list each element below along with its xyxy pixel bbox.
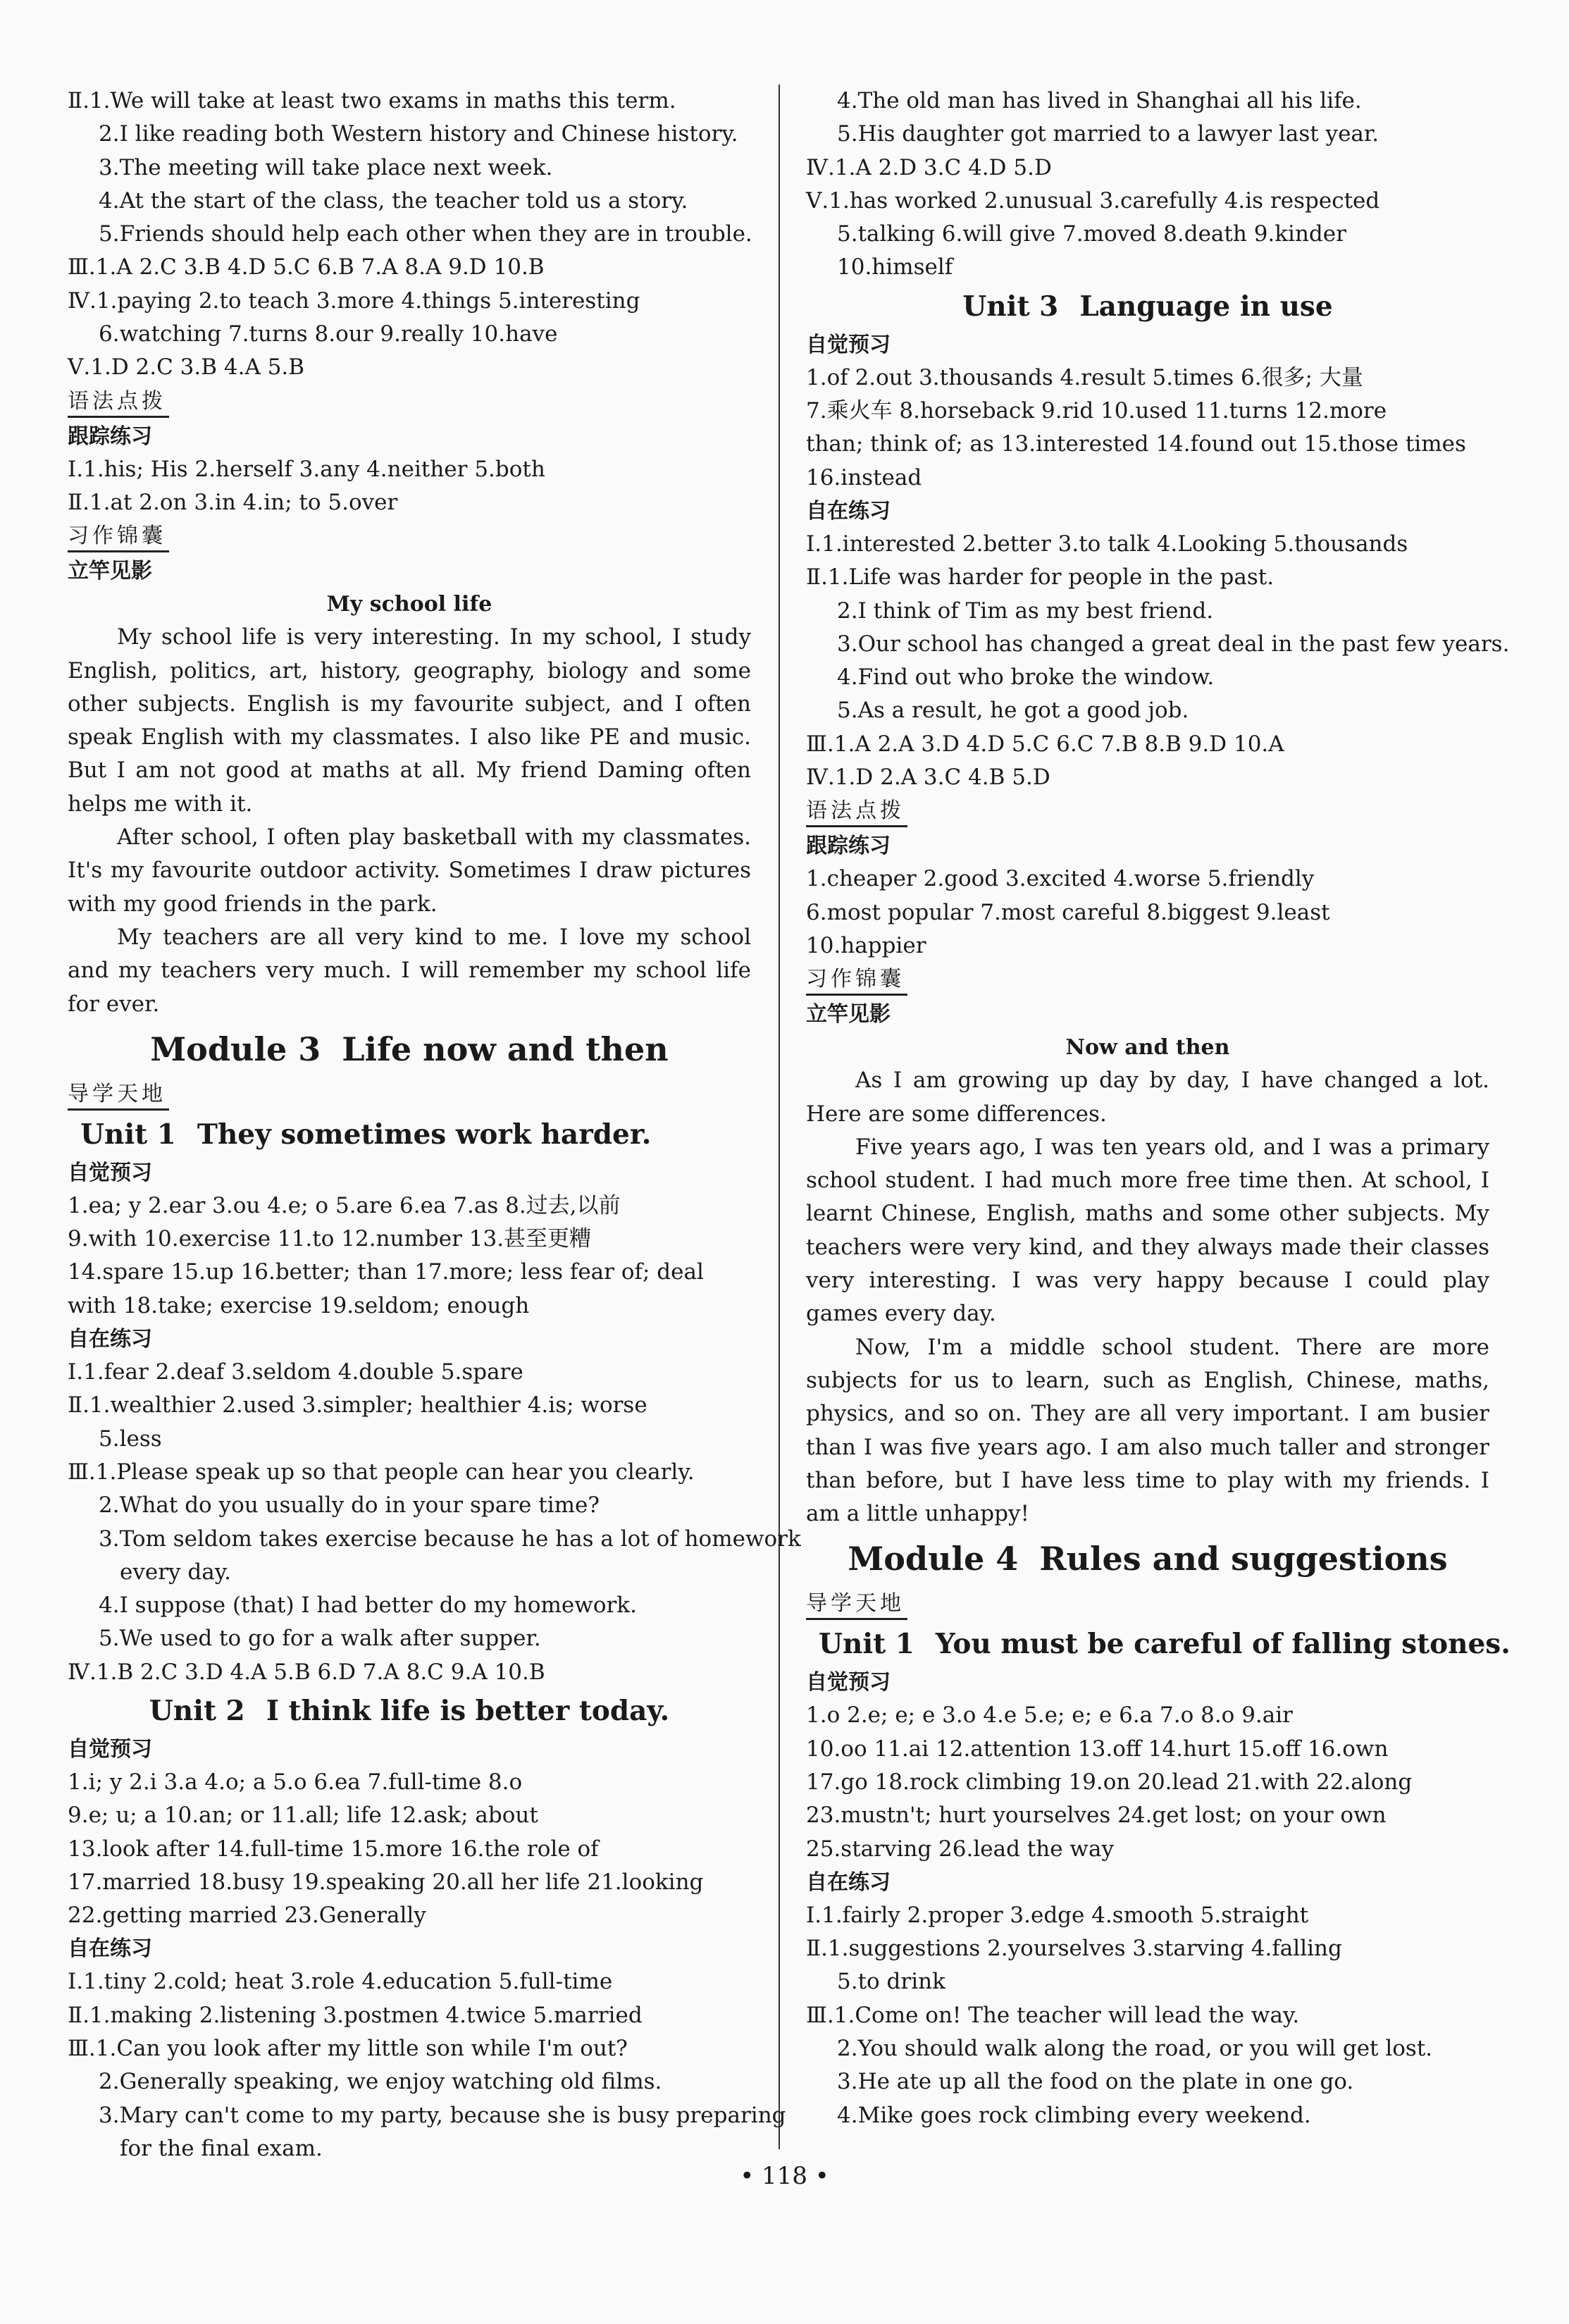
answer-line: Ⅳ.1.A 2.D 3.C 4.D 5.D: [806, 154, 1052, 180]
answer-line: 1.i; y 2.i 3.a 4.o; a 5.o 6.ea 7.full-time 8.o: [68, 1769, 523, 1795]
preview-label: 自觉预习: [68, 1160, 152, 1185]
preview-label: 自觉预习: [68, 1736, 152, 1762]
answer-line: 17.married 18.busy 19.speaking 20.all her life 21.looking: [68, 1869, 704, 1895]
answer-line: 1.cheaper 2.good 3.excited 4.worse 5.friendly: [806, 866, 1315, 892]
answer-line: Ⅲ.1.Can you look after my little son while I'm out?: [68, 2036, 628, 2062]
answer-line: 9.with 10.exercise 11.to 12.number 13.甚至更糟: [68, 1226, 592, 1252]
answer-line: 3.He ate up all the food on the plate in one go.: [837, 2069, 1354, 2095]
answer-line: Ⅱ.1.suggestions 2.yourselves 3.starving 4.falling: [806, 1936, 1342, 1962]
answer-line: 9.e; u; a 10.an; or 11.all; life 12.ask; about: [68, 1803, 538, 1829]
essay-title: My school life: [326, 592, 492, 617]
left-column: [68, 85, 801, 2165]
answer-line: 17.go 18.rock climbing 19.on 20.lead 21.with 22.along: [806, 1769, 1413, 1795]
answer-line: 5.to drink: [837, 1969, 945, 1995]
answer-line: 13.look after 14.full-time 15.more 16.the role of: [68, 1836, 599, 1862]
answer-line: 4.I suppose (that) I had better do my homework.: [99, 1593, 637, 1619]
answer-line: 1.ea; y 2.ear 3.ou 4.e; o 5.are 6.ea 7.as 8.过去,以前: [68, 1192, 621, 1218]
answer-line: 5.His daughter got married to a lawyer last year.: [837, 121, 1379, 147]
answer-line: 5.As a result, he got a good job.: [837, 698, 1189, 724]
module-3-heading: Module 3 Life now and then: [150, 1030, 669, 1068]
preview-label: 自觉预习: [806, 332, 891, 357]
answer-line: Ⅰ.1.interested 2.better 3.to talk 4.Looking 5.thousands: [806, 531, 1408, 557]
essay-paragraph: My teachers are all very kind to me. I love my school and my teachers very much. I will remember my school life for ever.: [68, 924, 751, 1017]
column-divider: [779, 85, 780, 2149]
module-4-heading: Module 4 Rules and suggestions: [848, 1540, 1448, 1578]
tracking-practice-label: 跟踪练习: [806, 834, 891, 859]
answer-line: Ⅰ.1.tiny 2.cold; heat 3.role 4.education 5.full-time: [68, 1969, 613, 1995]
answer-line: than; think of; as 13.interested 14.found out 15.those times: [806, 431, 1466, 457]
answer-line: 2.Generally speaking, we enjoy watching old films.: [99, 2069, 662, 2095]
writing-tag: 习作锦囊: [806, 965, 907, 996]
page-number: • 118 •: [740, 2162, 829, 2190]
answer-line: 7.乘火车 8.horseback 9.rid 10.used 11.turns 12.more: [806, 398, 1387, 424]
grammar-tag: 语法点拨: [806, 797, 907, 827]
answer-line: 10.oo 11.ai 12.attention 13.off 14.hurt 15.off 16.own: [806, 1736, 1389, 1762]
module-4-unit-1-heading: Unit 1 You must be careful of falling stones.: [819, 1628, 1511, 1661]
essay-paragraph: Five years ago, I was ten years old, and I was a primary school student. I had much more free time then. At school, I learnt Chinese, English, maths and some other subjects. My teachers were very kind, and they always made their classes very interesting. I was very happy because I could play games every day.: [806, 1134, 1489, 1327]
answer-line: 23.mustn't; hurt yourselves 24.get lost; on your own: [806, 1803, 1387, 1829]
essay-title: Now and then: [1065, 1035, 1230, 1061]
answer-line: 10.himself: [837, 254, 953, 280]
tracking-practice-label: 跟踪练习: [68, 424, 152, 449]
answer-line: Ⅰ.1.his; His 2.herself 3.any 4.neither 5.both: [68, 456, 545, 482]
answer-line: Ⅲ.1.Please speak up so that people can hear you clearly.: [68, 1459, 695, 1485]
answer-line: 4.Mike goes rock climbing every weekend.: [837, 2102, 1311, 2128]
answer-line: 4.At the start of the class, the teacher told us a story.: [99, 187, 688, 214]
answer-line: Ⅲ.1.Come on! The teacher will lead the way.: [806, 2002, 1300, 2028]
essay-paragraph: As I am growing up day by day, I have changed a lot. Here are some differences.: [806, 1068, 1489, 1127]
practice-label: 自在练习: [68, 1327, 152, 1352]
answer-line: Ⅰ.1.fear 2.deaf 3.seldom 4.double 5.spare: [68, 1359, 523, 1385]
answer-line: 16.instead: [806, 464, 922, 490]
instant-effect-label: 立竿见影: [68, 559, 152, 584]
answer-line: Ⅳ.1.D 2.A 3.C 4.B 5.D: [806, 765, 1050, 791]
writing-tag: 习作锦囊: [68, 522, 169, 552]
answer-line: Ⅴ.1.D 2.C 3.B 4.A 5.B: [68, 354, 305, 381]
answer-line: 25.starving 26.lead the way: [806, 1836, 1114, 1862]
answer-line: Ⅱ.1.We will take at least two exams in maths this term.: [68, 88, 676, 113]
answer-line: 22.getting married 23.Generally: [68, 1903, 426, 1929]
answer-line: 2.You should walk along the road, or you will get lost.: [837, 2036, 1433, 2062]
answer-line: 4.The old man has lived in Shanghai all his life.: [837, 88, 1362, 113]
instant-effect-label: 立竿见影: [806, 1002, 891, 1027]
unit-3-heading: Unit 3 Language in use: [962, 290, 1333, 323]
answer-line: Ⅱ.1.at 2.on 3.in 4.in; to 5.over: [68, 489, 398, 515]
answer-line: 14.spare 15.up 16.better; than 17.more; less fear of; deal: [68, 1259, 704, 1285]
practice-label: 自在练习: [68, 1936, 152, 1962]
answer-line: Ⅰ.1.fairly 2.proper 3.edge 4.smooth 5.straight: [806, 1902, 1309, 1928]
answer-line: Ⅳ.1.B 2.C 3.D 4.A 5.B 6.D 7.A 8.C 9.A 10.B: [68, 1659, 545, 1685]
practice-label: 自在练习: [806, 498, 891, 524]
answer-line: 5.We used to go for a walk after supper.: [99, 1626, 541, 1652]
answer-line: 2.I think of Tim as my best friend.: [837, 598, 1214, 624]
essay-paragraph: Now, I'm a middle school student. There are more subjects for us to learn, such as English, Chinese, maths, physics, and so on. They are all very important. I am busier than I was five years ago. I am also much taller and stronger than before, but I have less time to play with my friends. I am a little unhappy!: [806, 1334, 1489, 1527]
answer-line: 5.Friends should help each other when they are in trouble.: [99, 221, 752, 247]
essay-paragraph: My school life is very interesting. In my school, I study English, politics, art, history, geography, biology and some other subjects. English is my favourite subject, and I often speak English with my classmates. I also like PE and music. But I am not good at maths at all. My friend Daming often helps me with it.: [68, 624, 751, 817]
answer-line: 5.talking 6.will give 7.moved 8.death 9.kinder: [837, 221, 1346, 247]
answer-line: 2.I like reading both Western history and Chinese history.: [99, 121, 738, 147]
answer-line: 1.of 2.out 3.thousands 4.result 5.times 6.很多; 大量: [806, 364, 1363, 390]
answer-line: 4.Find out who broke the window.: [837, 665, 1215, 691]
answer-line: every day.: [120, 1559, 231, 1585]
answer-line: 6.watching 7.turns 8.our 9.really 10.have: [99, 321, 558, 347]
essay-paragraph: After school, I often play basketball with my classmates. It's my favourite outdoor activity. Sometimes I draw pictures with my good friends in the park.: [68, 824, 751, 917]
grammar-tag: 语法点拨: [68, 388, 169, 418]
answer-line: with 18.take; exercise 19.seldom; enough: [68, 1292, 530, 1318]
answer-line: Ⅱ.1.Life was harder for people in the past.: [806, 564, 1275, 591]
answer-line: 3.Our school has changed a great deal in the past few years.: [837, 631, 1510, 657]
unit-1-heading: Unit 1 They sometimes work harder.: [80, 1118, 652, 1151]
answer-line: Ⅱ.1.wealthier 2.used 3.simpler; healthier 4.is; worse: [68, 1392, 647, 1418]
answer-line: 1.o 2.e; e; e 3.o 4.e 5.e; e; e 6.a 7.o 8.o 9.air: [806, 1702, 1293, 1729]
answer-line: 5.less: [99, 1426, 162, 1452]
answer-line: Ⅳ.1.paying 2.to teach 3.more 4.things 5.interesting: [68, 288, 640, 314]
answer-line: 3.The meeting will take place next week.: [99, 154, 553, 180]
guide-tag: 导学天地: [806, 1590, 907, 1620]
preview-label: 自觉预习: [806, 1670, 891, 1695]
answer-line: Ⅲ.1.A 2.A 3.D 4.D 5.C 6.C 7.B 8.B 9.D 10.A: [806, 731, 1284, 757]
answer-line: 2.What do you usually do in your spare time?: [99, 1492, 600, 1519]
guide-tag: 导学天地: [68, 1080, 169, 1111]
answer-line: 10.happier: [806, 932, 926, 958]
unit-2-heading: Unit 2 I think life is better today.: [149, 1694, 670, 1727]
answer-line: 3.Mary can't come to my party, because she is busy preparing: [99, 2102, 786, 2128]
practice-label: 自在练习: [806, 1869, 891, 1895]
right-column: [806, 85, 1511, 2132]
answer-line: 3.Tom seldom takes exercise because he has a lot of homework: [99, 1526, 801, 1552]
answer-line: 6.most popular 7.most careful 8.biggest 9.least: [806, 899, 1330, 925]
answer-line: for the final exam.: [120, 2135, 323, 2161]
answer-line: Ⅲ.1.A 2.C 3.B 4.D 5.C 6.B 7.A 8.A 9.D 10.B: [68, 254, 545, 280]
answer-line: Ⅴ.1.has worked 2.unusual 3.carefully 4.is respected: [806, 187, 1380, 214]
answer-line: Ⅱ.1.making 2.listening 3.postmen 4.twice 5.married: [68, 2002, 643, 2028]
